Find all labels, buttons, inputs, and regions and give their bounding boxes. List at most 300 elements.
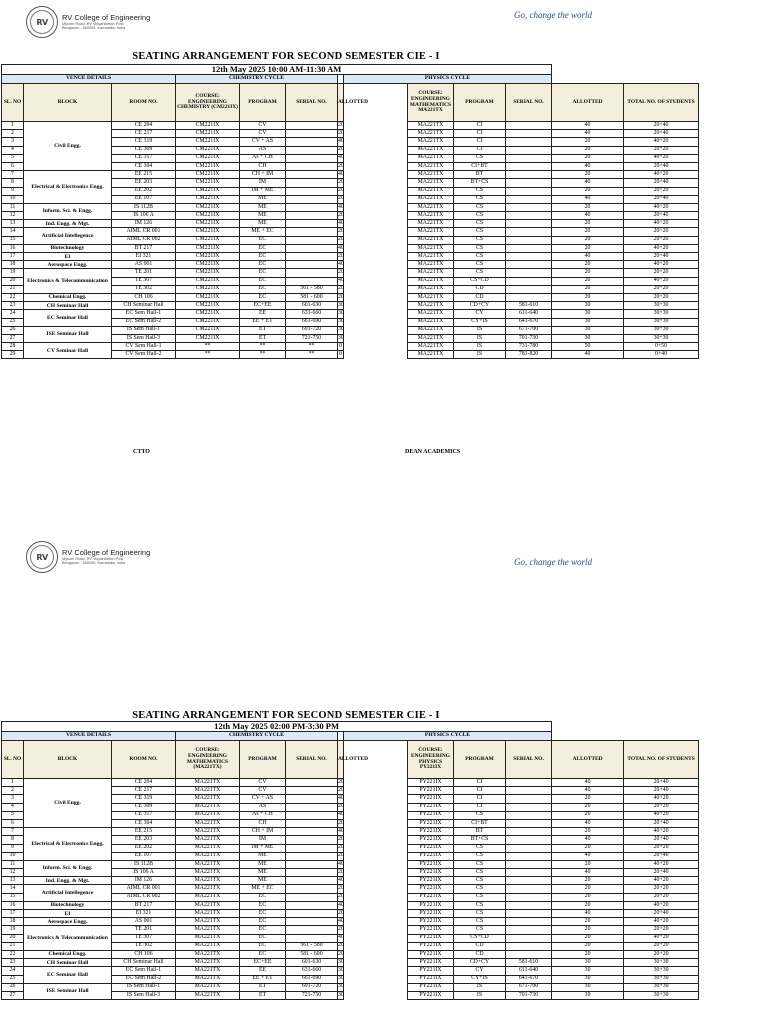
cell-serial_p xyxy=(506,869,552,877)
cell-sl: 24 xyxy=(2,310,24,318)
cell-room: TE 302 xyxy=(112,942,176,950)
cell-allot_p: 20 xyxy=(552,138,624,146)
cell-allot_p: 30 xyxy=(552,334,624,342)
cell-allot_c: 40 xyxy=(338,795,344,802)
cell-serial_p xyxy=(506,893,552,901)
cell-allot_p: 20 xyxy=(552,795,624,803)
table-row xyxy=(2,228,699,236)
cell-serial_c: 691-720 xyxy=(286,326,338,334)
cell-allot_c: 40 xyxy=(338,876,344,883)
cell-serial_p: 731-780 xyxy=(506,343,552,351)
cell-room: CE 317 xyxy=(112,154,176,162)
cell-room: TE 201 xyxy=(112,926,176,934)
cell-prog_c: ET xyxy=(240,983,286,991)
cell-room: EE 202 xyxy=(112,844,176,852)
cell-allot_c: 40 xyxy=(338,244,344,251)
cell-course_c: MA221TX xyxy=(176,828,240,836)
cell-course_c: MA221TX xyxy=(176,918,240,926)
cell-allot_c: 40 xyxy=(338,917,344,924)
cell-total: 20+20 xyxy=(624,950,699,958)
college-name: RV College of Engineering xyxy=(62,12,151,22)
cell-serial_c xyxy=(286,828,338,836)
cell-prog_c: EC xyxy=(240,910,286,918)
cell-room: CH Seminar Hall xyxy=(112,959,176,967)
cell-allot_p: 20 xyxy=(552,187,624,195)
cell-course_p: PY221IX xyxy=(408,885,454,893)
cell-room: CE 317 xyxy=(112,811,176,819)
cell-prog_c: CV xyxy=(240,122,286,130)
cell-serial_p xyxy=(506,130,552,138)
cell-sl: 24 xyxy=(2,967,24,975)
college-logo xyxy=(26,6,150,38)
cell-prog_p: CS xyxy=(454,212,506,220)
cell-sl: 18 xyxy=(2,918,24,926)
cell-prog_p: BT+CS xyxy=(454,179,506,187)
cell-sl: 2 xyxy=(2,130,24,138)
cell-serial_c xyxy=(286,787,338,795)
cell-allot_p: 40 xyxy=(552,179,624,187)
cell-prog_p: CS xyxy=(454,844,506,852)
cell-room: CE 309 xyxy=(112,146,176,154)
cell-prog_c: EC+EE xyxy=(240,302,286,310)
cell-sl: 8 xyxy=(2,179,24,187)
cell-total: 20+20 xyxy=(624,269,699,277)
cell-allot_c: 20 xyxy=(338,786,344,793)
cell-sl: 14 xyxy=(2,885,24,893)
cell-course_p: MA221TX xyxy=(408,326,454,334)
cell-serial_c xyxy=(286,893,338,901)
cell-course_p: MA221TX xyxy=(408,334,454,342)
cell-room: CH 106 xyxy=(112,950,176,958)
cell-allot_p: 40 xyxy=(552,836,624,844)
cell-allot_p: 40 xyxy=(552,253,624,261)
cell-room: EC Sem Hall-1 xyxy=(112,967,176,975)
cell-prog_p: CD xyxy=(454,942,506,950)
table-row xyxy=(2,326,699,334)
cell-allot_c: 30 xyxy=(338,967,344,973)
cell-prog_c: EC xyxy=(240,901,286,909)
cell-course_p: MA221TX xyxy=(408,220,454,228)
cell-course_c: MA221TX xyxy=(176,983,240,991)
cell-serial_p xyxy=(506,877,552,885)
cell-allot_c: 20 xyxy=(338,778,344,785)
cell-allot_c: 30 xyxy=(338,991,344,998)
cell-serial_p xyxy=(506,253,552,261)
cell-sl: 28 xyxy=(2,343,24,351)
cell-sl: 9 xyxy=(2,187,24,195)
cell-room: CV Sem Hall-1 xyxy=(112,343,176,351)
cell-allot_p: 20 xyxy=(552,171,624,179)
cell-prog_c: EC xyxy=(240,893,286,901)
seating-table xyxy=(1,64,699,359)
cell-prog_c: EC xyxy=(240,277,286,285)
cell-prog_c: CV + AS xyxy=(240,138,286,146)
cell-sl: 5 xyxy=(2,154,24,162)
cell-serial_p xyxy=(506,162,552,170)
cell-allot_c: 40 xyxy=(338,827,344,834)
cell-serial_c xyxy=(286,236,338,244)
cell-prog_p: BT xyxy=(454,828,506,836)
cell-allot_p: 20 xyxy=(552,277,624,285)
cell-serial_c xyxy=(286,852,338,860)
cell-course_c: CM221IX xyxy=(176,171,240,179)
cell-serial_c: ** xyxy=(286,351,338,359)
cell-allot_p: 20 xyxy=(552,885,624,893)
cell-serial_c xyxy=(286,803,338,811)
col-serial-no: SERIAL NO. xyxy=(286,84,338,122)
cell-allot_c: 40 xyxy=(338,860,344,867)
cell-prog_c: AS xyxy=(240,146,286,154)
cell-prog_p: IS xyxy=(454,334,506,342)
cell-allot_c: 20 xyxy=(338,893,344,900)
cell-total: 40+20 xyxy=(624,934,699,942)
table-row xyxy=(2,828,699,836)
cell-total: 20+40 xyxy=(624,130,699,138)
cell-prog_p: CS xyxy=(454,877,506,885)
cell-prog_p: CS xyxy=(454,918,506,926)
cell-serial_p xyxy=(506,277,552,285)
block-name: ISE Seminar Hall xyxy=(24,326,112,342)
cell-allot_c: 20 xyxy=(338,121,344,128)
cell-prog_c: EC xyxy=(240,934,286,942)
block-name: Artificial Intellegence xyxy=(24,228,112,244)
cell-course_c: ** xyxy=(176,351,240,359)
col-course-phys: COURSE: ENGINEERING MATHEMATICS MA221TX xyxy=(408,84,454,122)
cell-course_p: MA221TX xyxy=(408,293,454,301)
cell-total: 20+20 xyxy=(624,236,699,244)
block-name: Chemical Engg. xyxy=(24,950,112,958)
cell-sl: 3 xyxy=(2,795,24,803)
cell-course_c: MA221TX xyxy=(176,901,240,909)
cell-prog_p: CS xyxy=(454,860,506,868)
cell-sl: 16 xyxy=(2,244,24,252)
cell-course_p: PY221IX xyxy=(408,860,454,868)
cell-course_p: PY221IX xyxy=(408,975,454,983)
cell-allot_p: 20 xyxy=(552,244,624,252)
cell-course_c: CM221IX xyxy=(176,228,240,236)
table-row xyxy=(2,244,699,252)
cell-allot_p: 20 xyxy=(552,154,624,162)
cell-serial_c xyxy=(286,154,338,162)
cell-allot_c: 30 xyxy=(338,983,344,990)
cell-course_c: ** xyxy=(176,343,240,351)
cell-room: CE 304 xyxy=(112,819,176,827)
cell-course_p: MA221TX xyxy=(408,277,454,285)
cell-course_c: MA221TX xyxy=(176,950,240,958)
cell-prog_c: CH xyxy=(240,819,286,827)
cell-sl: 26 xyxy=(2,983,24,991)
cell-allot_p: 30 xyxy=(552,959,624,967)
cell-sl: 15 xyxy=(2,893,24,901)
cell-serial_c xyxy=(286,261,338,269)
cell-room: AS 001 xyxy=(112,261,176,269)
cell-course_p: MA221TX xyxy=(408,154,454,162)
cell-prog_c: EC xyxy=(240,244,286,252)
cell-total: 40+20 xyxy=(624,811,699,819)
cell-serial_p xyxy=(506,844,552,852)
cell-serial_c xyxy=(286,811,338,819)
cell-room: AIML CR 002 xyxy=(112,893,176,901)
cell-allot_c: 20 xyxy=(338,836,344,842)
cell-total: 20+40 xyxy=(624,852,699,860)
cell-allot_c: 20 xyxy=(338,187,344,194)
cell-sl: 25 xyxy=(2,975,24,983)
cell-allot_c: 40 xyxy=(338,154,344,161)
cell-serial_p: 671-700 xyxy=(506,983,552,991)
cell-total: 30+30 xyxy=(624,975,699,983)
cell-serial_c xyxy=(286,836,338,844)
cell-prog_c: ME xyxy=(240,877,286,885)
cell-total: 20+40 xyxy=(624,179,699,187)
cell-total: 40+20 xyxy=(624,171,699,179)
cell-prog_c: EC xyxy=(240,918,286,926)
cell-serial_c: 581 - 600 xyxy=(286,950,338,958)
cell-sl: 3 xyxy=(2,138,24,146)
block-name: Civil Engg. xyxy=(24,779,112,828)
cell-allot_p: 30 xyxy=(552,326,624,334)
cell-prog_c: ME xyxy=(240,212,286,220)
cell-serial_p xyxy=(506,811,552,819)
cell-course_p: PY221IX xyxy=(408,901,454,909)
cell-serial_p xyxy=(506,236,552,244)
cell-course_p: MA221TX xyxy=(408,130,454,138)
col-program: PROGRAM xyxy=(240,741,286,779)
cell-total: 20+20 xyxy=(624,293,699,301)
cell-sl: 11 xyxy=(2,203,24,211)
cell-serial_p xyxy=(506,942,552,950)
block-name: CH Seminar Hall xyxy=(24,959,112,967)
cell-allot_p: 40 xyxy=(552,195,624,203)
cell-sl: 2 xyxy=(2,787,24,795)
cell-room: EE 203 xyxy=(112,836,176,844)
cell-prog_p: CS xyxy=(454,261,506,269)
cell-prog_p: CS xyxy=(454,852,506,860)
cell-serial_c xyxy=(286,869,338,877)
cell-total: 30+30 xyxy=(624,991,699,999)
cell-total: 20+20 xyxy=(624,893,699,901)
cell-course_p: PY221IX xyxy=(408,852,454,860)
cell-allot_c: 40 xyxy=(338,219,344,226)
cell-course_p: MA221TX xyxy=(408,162,454,170)
cell-total: 40+20 xyxy=(624,901,699,909)
cell-allot_p: 20 xyxy=(552,293,624,301)
cell-allot_p: 40 xyxy=(552,852,624,860)
cell-course_p: PY221IX xyxy=(408,828,454,836)
cell-serial_c xyxy=(286,819,338,827)
table-row xyxy=(2,343,699,351)
cell-allot_p: 30 xyxy=(552,302,624,310)
cell-allot_p: 40 xyxy=(552,122,624,130)
table-row xyxy=(2,302,699,310)
cell-allot_p: 20 xyxy=(552,261,624,269)
col-block: BLOCK xyxy=(24,84,112,122)
cell-total: 30+30 xyxy=(624,334,699,342)
cell-course_c: MA221TX xyxy=(176,844,240,852)
chemistry-cycle-header: CHEMISTRY CYCLE xyxy=(176,732,338,741)
cell-total: 20+20 xyxy=(624,228,699,236)
cell-course_c: MA221TX xyxy=(176,795,240,803)
cell-serial_c: ** xyxy=(286,343,338,351)
cell-sl: 13 xyxy=(2,220,24,228)
cell-serial_p xyxy=(506,195,552,203)
table-row xyxy=(2,926,699,934)
cell-prog_p: CS+CD xyxy=(454,277,506,285)
cell-serial_c: 561 - 580 xyxy=(286,285,338,293)
cell-course_c: CM221IX xyxy=(176,318,240,326)
table-row xyxy=(2,269,699,277)
col-program: PROGRAM xyxy=(454,84,506,122)
cell-allot_c: 40 xyxy=(338,170,344,177)
cell-total: 20+40 xyxy=(624,162,699,170)
cell-prog_p: CS xyxy=(454,154,506,162)
cell-room: IS Sem Hall-3 xyxy=(112,334,176,342)
cell-serial_c xyxy=(286,187,338,195)
cell-allot_p: 20 xyxy=(552,950,624,958)
cell-prog_c: CH xyxy=(240,162,286,170)
cell-allot_p: 40 xyxy=(552,787,624,795)
cell-serial_c xyxy=(286,220,338,228)
cell-serial_p: 611-640 xyxy=(506,967,552,975)
cell-room: EC Sem Hall-2 xyxy=(112,318,176,326)
cell-course_c: MA221TX xyxy=(176,803,240,811)
cell-course_c: CM221IX xyxy=(176,122,240,130)
cell-course_c: MA221TX xyxy=(176,811,240,819)
cell-total: 20+40 xyxy=(624,910,699,918)
table-row xyxy=(2,261,699,269)
cell-allot_c: 40 xyxy=(338,138,344,145)
cell-course_c: CM221IX xyxy=(176,138,240,146)
cell-room: CE 217 xyxy=(112,130,176,138)
cell-course_c: CM221IX xyxy=(176,220,240,228)
cell-prog_c: CH + IM xyxy=(240,828,286,836)
cell-room: CV Sem Hall-2 xyxy=(112,351,176,359)
cell-course_c: CM221IX xyxy=(176,212,240,220)
cell-prog_c: EC xyxy=(240,950,286,958)
cell-allot_p: 50 xyxy=(552,343,624,351)
cell-serial_p xyxy=(506,138,552,146)
cell-allot_p: 20 xyxy=(552,860,624,868)
cell-course_p: PY221IX xyxy=(408,983,454,991)
cell-course_p: PY221IX xyxy=(408,910,454,918)
tagline: Go, change the world xyxy=(514,557,592,567)
col-allotted: ALLOTTED xyxy=(552,84,624,122)
cell-total: 20+20 xyxy=(624,926,699,934)
cell-prog_c: ET xyxy=(240,334,286,342)
cell-course_c: MA221TX xyxy=(176,975,240,983)
cell-allot_c: 30 xyxy=(338,301,344,308)
cell-allot_p: 30 xyxy=(552,991,624,999)
cell-serial_p xyxy=(506,910,552,918)
cell-course_c: MA221TX xyxy=(176,910,240,918)
cell-total: 30+30 xyxy=(624,326,699,334)
cell-sl: 7 xyxy=(2,828,24,836)
cell-course_c: CM221IX xyxy=(176,195,240,203)
exam-date-time: 12th May 2025 10:00 AM-11:30 AM xyxy=(2,65,552,75)
cell-prog_c: EE + ET xyxy=(240,975,286,983)
block-name: EI xyxy=(24,910,112,918)
cell-prog_p: CI+BT xyxy=(454,819,506,827)
cell-serial_p xyxy=(506,203,552,211)
cell-sl: 1 xyxy=(2,122,24,130)
cell-prog_c: ET xyxy=(240,991,286,999)
col-block: BLOCK xyxy=(24,741,112,779)
cell-allot_c: 20 xyxy=(338,803,344,810)
tagline: Go, change the world xyxy=(514,10,592,20)
cell-total: 30+30 xyxy=(624,959,699,967)
cell-sl: 27 xyxy=(2,991,24,999)
cell-course_p: MA221TX xyxy=(408,302,454,310)
cell-prog_p: CS xyxy=(454,253,506,261)
cell-total: 20+20 xyxy=(624,146,699,154)
cell-course_c: CM221IX xyxy=(176,269,240,277)
cell-room: CE 204 xyxy=(112,779,176,787)
cell-allot_c: 20 xyxy=(338,162,344,169)
cell-serial_p: 701-730 xyxy=(506,991,552,999)
venue-details-header: VENUE DETAILS xyxy=(2,732,176,741)
cell-sl: 4 xyxy=(2,146,24,154)
cell-room: EE 107 xyxy=(112,852,176,860)
cell-allot_p: 20 xyxy=(552,926,624,934)
cell-course_c: MA221TX xyxy=(176,869,240,877)
cell-prog_c: IM + ME xyxy=(240,187,286,195)
cell-serial_p: 611-640 xyxy=(506,310,552,318)
cell-prog_p: CS+CD xyxy=(454,934,506,942)
cell-allot_p: 30 xyxy=(552,975,624,983)
cell-total: 20+40 xyxy=(624,779,699,787)
cell-allot_c: 20 xyxy=(338,146,344,153)
cell-serial_c xyxy=(286,901,338,909)
block-name: Aerospace Engg. xyxy=(24,261,112,269)
cell-course_p: MA221TX xyxy=(408,203,454,211)
cell-allot_c: 20 xyxy=(338,868,344,875)
cell-course_c: MA221TX xyxy=(176,787,240,795)
cell-prog_c: CV + AS xyxy=(240,795,286,803)
cell-serial_c: 601-630 xyxy=(286,302,338,310)
cell-room: CE 309 xyxy=(112,803,176,811)
cell-allot_c: 20 xyxy=(338,211,344,218)
cell-total: 20+20 xyxy=(624,285,699,293)
cell-allot_p: 20 xyxy=(552,803,624,811)
cell-serial_c: 631-660 xyxy=(286,310,338,318)
cell-sl: 22 xyxy=(2,950,24,958)
cell-prog_p: CI xyxy=(454,130,506,138)
cell-prog_p: IS xyxy=(454,343,506,351)
cell-allot_c: 20 xyxy=(338,269,344,276)
signature-dean-academics: DEAN ACADEMICS xyxy=(405,449,461,455)
cell-allot_c: 40 xyxy=(338,901,344,908)
cell-serial_p xyxy=(506,901,552,909)
cell-serial_c xyxy=(286,934,338,942)
col-room-no: ROOM NO. xyxy=(112,741,176,779)
cell-course_p: PY221IX xyxy=(408,836,454,844)
block-name: EI xyxy=(24,253,112,261)
cell-serial_c: 721-750 xyxy=(286,334,338,342)
cell-course_c: MA221TX xyxy=(176,893,240,901)
cell-sl: 17 xyxy=(2,910,24,918)
col-allotted: ALLOTTED xyxy=(552,741,624,779)
cell-total: 20+40 xyxy=(624,819,699,827)
cell-course_p: PY221IX xyxy=(408,934,454,942)
table-row xyxy=(2,950,699,958)
col-serial-no: SERIAL NO. xyxy=(506,84,552,122)
cell-total: 40+20 xyxy=(624,138,699,146)
block-name: Civil Engg. xyxy=(24,122,112,171)
cell-course_c: MA221TX xyxy=(176,836,240,844)
cell-serial_c: 661-690 xyxy=(286,318,338,326)
cell-serial_p xyxy=(506,261,552,269)
cell-course_p: PY221IX xyxy=(408,959,454,967)
cell-allot_c: 20 xyxy=(338,195,344,202)
